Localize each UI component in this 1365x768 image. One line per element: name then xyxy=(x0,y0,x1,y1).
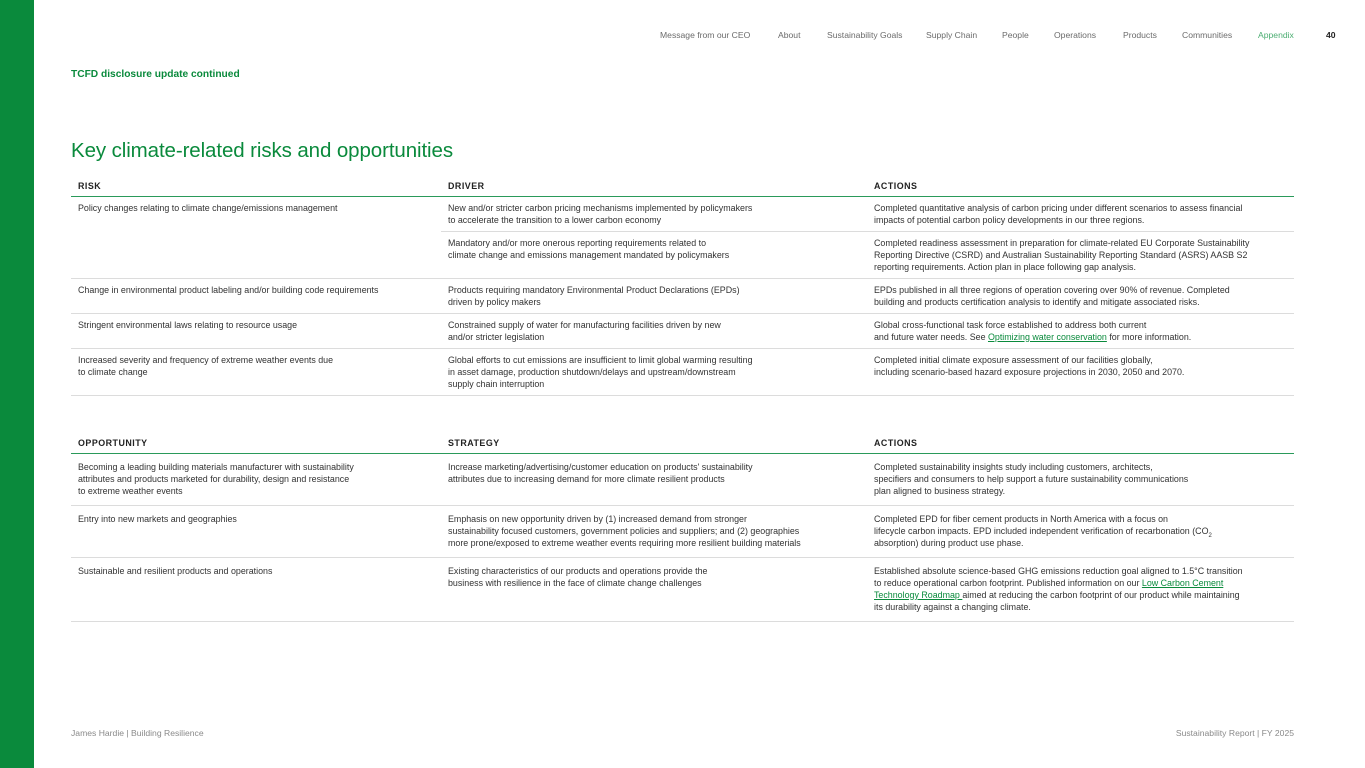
action-text: absorption) during product use phase. xyxy=(874,537,1024,548)
risk-cell: Stringent environmental laws relating to resource usage xyxy=(71,313,441,348)
brand-side-bar xyxy=(0,0,34,768)
action-cell xyxy=(867,505,1294,557)
driver-cell: Products requiring mandatory Environmental Product Declarations (EPDs) driven by policy makers xyxy=(441,278,867,313)
nav-item-operations[interactable]: Operations xyxy=(1054,30,1097,40)
action-cell: EPDs published in all three regions of operation covering over 90% of revenue. Completed building and products certification analysis to identify and mitigate associated risks. xyxy=(867,278,1294,313)
column-header-actions: ACTIONS xyxy=(867,180,1294,196)
column-header-driver: DRIVER xyxy=(441,180,867,196)
driver-cell: Global efforts to cut emissions are insufficient to limit global warming resulting in asset damage, production shutdown/delays and upstream/downstream supply chain interruption xyxy=(441,348,867,395)
driver-cell: New and/or stricter carbon pricing mechanisms implemented by policymakers to accelerate the transition to a lower carbon economy xyxy=(441,196,867,231)
footer-company: James Hardie | Building Resilience xyxy=(71,728,204,738)
risk-cell: Increased severity and frequency of extreme weather events due to climate change xyxy=(71,348,441,395)
opportunity-table-header xyxy=(71,437,1294,453)
nav-item-message-from-ceo[interactable]: Message from our CEO xyxy=(660,30,751,40)
table-row xyxy=(71,557,1294,621)
action-text: aimed at reducing the carbon footprint of our product while maintaining its durability against a changing climate. xyxy=(874,589,1240,612)
nav-item-products[interactable]: Products xyxy=(1123,30,1157,40)
risk-table-header xyxy=(71,180,1294,196)
column-header-opportunity: OPPORTUNITY xyxy=(71,437,441,453)
opportunity-cell: Entry into new markets and geographies xyxy=(71,505,441,557)
column-header-risk: RISK xyxy=(71,180,441,196)
nav-item-communities[interactable]: Communities xyxy=(1182,30,1233,40)
table-row xyxy=(71,505,1294,557)
opportunity-cell: Sustainable and resilient products and operations xyxy=(71,557,441,621)
action-text: for more information. xyxy=(1106,331,1192,342)
action-cell: Completed readiness assessment in preparation for climate-related EU Corporate Sustainability Reporting Directive (CSRD) and Australian Sustainability Reporting Standard (ASRS) AASB S2 reporting requirements. Action plan in place following gap analysis. xyxy=(867,231,1294,278)
action-cell: Completed sustainability insights study including customers, architects, specifiers and consumers to help support a future sustainability communications plan aligned to business strategy. xyxy=(867,453,1294,505)
page-number: 40 xyxy=(1326,30,1336,40)
nav-item-people[interactable]: People xyxy=(1002,30,1029,40)
nav-item-appendix[interactable]: Appendix xyxy=(1258,30,1294,40)
page-title: Key climate-related risks and opportunities xyxy=(71,139,453,162)
nav-item-supply-chain[interactable]: Supply Chain xyxy=(926,30,978,40)
strategy-cell: Increase marketing/advertising/customer education on products' sustainability attributes due to increasing demand for more climate resilient products xyxy=(441,453,867,505)
low-carbon-cement-roadmap-link[interactable]: Low Carbon Cement Technology Roadmap xyxy=(874,577,1224,600)
opportunity-table xyxy=(71,437,1294,622)
table-row xyxy=(71,313,1294,348)
driver-cell: Constrained supply of water for manufacturing facilities driven by new and/or stricter legislation xyxy=(441,313,867,348)
table-row xyxy=(71,348,1294,395)
opportunity-cell: Becoming a leading building materials manufacturer with sustainability attributes and products marketed for durability, design and resistance to extreme weather events xyxy=(71,453,441,505)
action-text: Completed EPD for fiber cement products in North America with a focus on lifecycle carbon impacts. EPD included independent verification of recarbonation (CO xyxy=(874,513,1209,536)
strategy-cell: Existing characteristics of our products and operations provide the business with resilience in the face of climate change challenges xyxy=(441,557,867,621)
strategy-cell: Emphasis on new opportunity driven by (1) increased demand from stronger sustainability focused customers, government policies and suppliers; and (2) geographies more prone/exposed to extreme weather events requiring more resilient building materials xyxy=(441,505,867,557)
nav-item-sustainability-goals[interactable]: Sustainability Goals xyxy=(827,30,903,40)
table-row xyxy=(71,453,1294,505)
section-label: TCFD disclosure update continued xyxy=(71,69,240,80)
subscript-2: 2 xyxy=(1208,532,1212,539)
column-header-strategy: STRATEGY xyxy=(441,437,867,453)
top-navigation xyxy=(640,30,1340,44)
risk-cell: Change in environmental product labeling and/or building code requirements xyxy=(71,278,441,313)
nav-item-about[interactable]: About xyxy=(778,30,801,40)
action-text: Global cross-functional task force established to address both current and future water needs. See xyxy=(874,319,1147,342)
action-cell: Completed initial climate exposure assessment of our facilities globally, including scenario-based hazard exposure projections in 2030, 2050 and 2070. xyxy=(867,348,1294,395)
footer-report: Sustainability Report | FY 2025 xyxy=(1175,728,1294,738)
action-cell xyxy=(867,557,1294,621)
table-row xyxy=(71,278,1294,313)
column-header-actions: ACTIONS xyxy=(867,437,1294,453)
action-cell xyxy=(867,313,1294,348)
risk-table xyxy=(71,180,1294,396)
driver-cell: Mandatory and/or more onerous reporting requirements related to climate change and emissions management mandated by policymakers xyxy=(441,231,867,278)
table-row xyxy=(71,196,1294,231)
optimizing-water-conservation-link[interactable]: Optimizing water conservation xyxy=(987,331,1107,342)
action-text: Established absolute science-based GHG emissions reduction goal aligned to 1.5°C transition to reduce operational carbon footprint. Published information on our xyxy=(874,565,1243,588)
risk-cell: Policy changes relating to climate change/emissions management xyxy=(71,196,441,278)
action-cell: Completed quantitative analysis of carbon pricing under different scenarios to assess financial impacts of potential carbon policy developments in our three regions. xyxy=(867,196,1294,231)
